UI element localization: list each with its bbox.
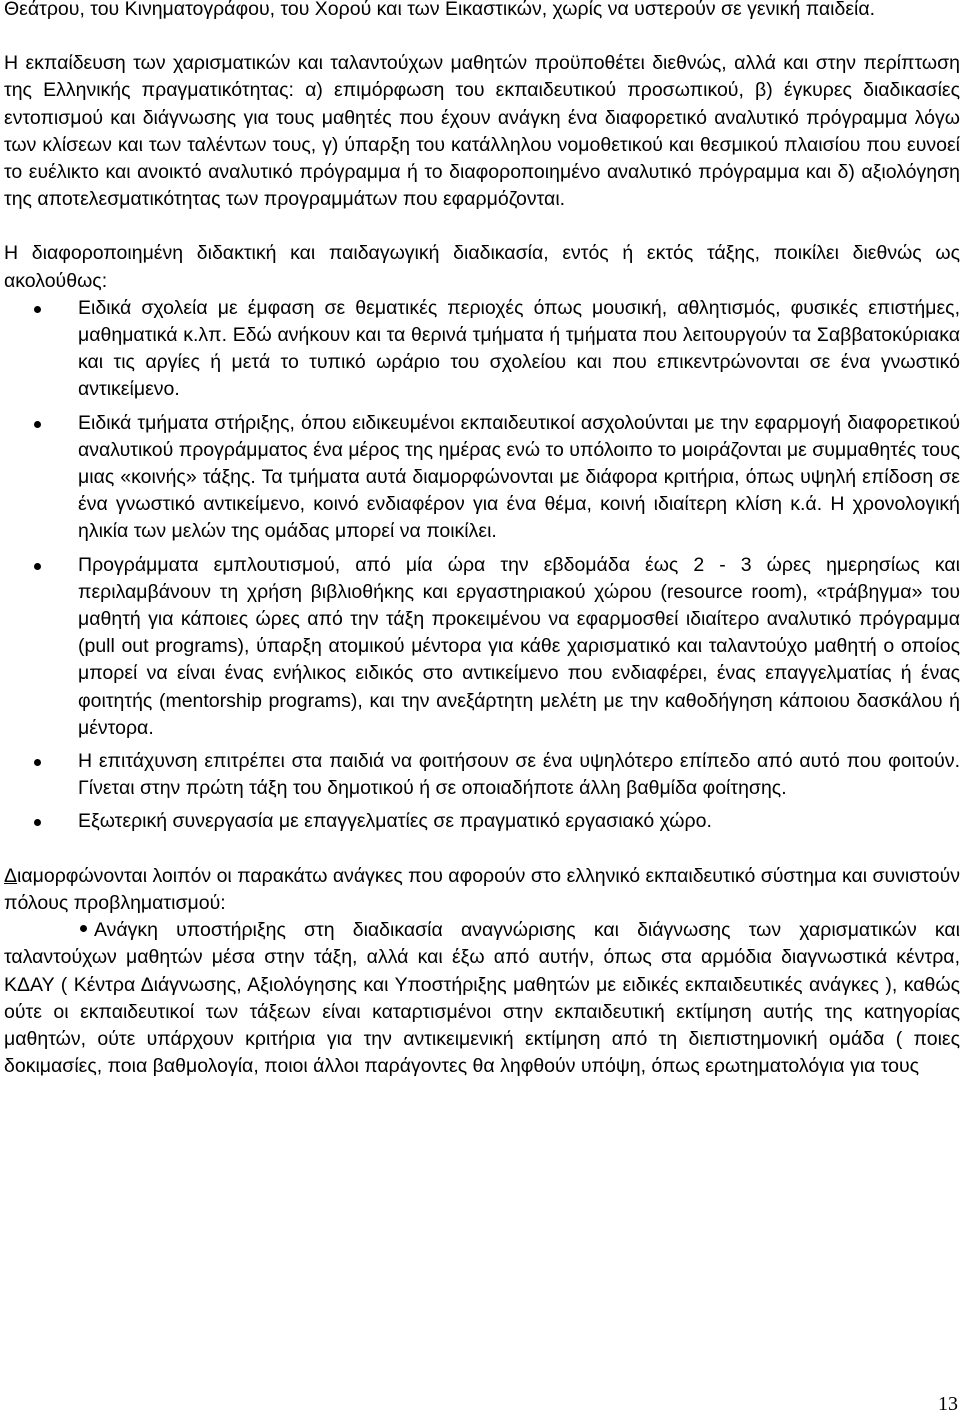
list-item	[4, 808, 960, 835]
bullet-list-needs	[4, 917, 960, 1080]
paragraph-education-requirements: Η εκπαίδευση των χαρισματικών και ταλαντούχων μαθητών προϋποθέτει διεθνώς, αλλά και στην περίπτωση της Ελληνικής πραγματικότητας: α) επιμόρφωση του εκπαιδευτικού προσωπικού, β) έγκυρες διαδικασίες εντοπισμού και διάγνωσης για τους μαθητές που έχουν ανάγκη ένα διαφορετικό αναλυτικό πρόγραμμα λόγω των κλίσεων και των ταλέντων τους, γ) ύπαρξη του κατάλληλου νομοθετικού και θεσμικού πλαισίου που ευνοεί το ευέλικτο και ανοικτό αναλυτικό πρόγραμμα ή το διαφοροποιημένο αναλυτικό πρόγραμμα και δ) αξιολόγηση της αποτελεσματικότητας των προγραμμάτων που εφαρμόζονται.	[4, 52, 960, 211]
list-item-text: Ειδικά σχολεία με έμφαση σε θεματικές περιοχές όπως μουσική, αθλητισμός, φυσικές επιστήμες, μαθηματικά κ.λπ. Εδώ ανήκουν και τα θερινά τμήματα ή τμήματα που λειτουργούν τα Σαββατοκύριακα και τις αργίες ή μετά το τυπικό ωράριο του σχολείου και που επικεντρώνονται σε ένα γνωστικό αντικείμενο.	[78, 296, 960, 401]
paragraph-greek-needs	[4, 863, 960, 917]
bullet-list-programs	[4, 295, 960, 836]
paragraph-text: ιαμορφώνονται λοιπόν οι παρακάτω ανάγκες που αφορούν στο ελληνικό εκπαιδευτικό σύστημα και συνιστούν πόλους προβληματισμού:	[4, 864, 960, 914]
bullet-icon	[34, 306, 41, 313]
bullet-icon	[34, 421, 41, 428]
bullet-icon	[34, 563, 41, 570]
list-item	[4, 295, 960, 404]
list-item-text: Ειδικά τμήματα στήριξης, όπου ειδικευμένοι εκπαιδευτικοί ασχολούνται με την εφαρμογή διαφορετικού αναλυτικού προγράμματος ένα μέρος της ημέρας ενώ το υπόλοιπο το μοιράζονται με συμμαθητές τους μιας «κοινής» τάξης. Τα τμήματα αυτά διαμορφώνονται με διάφορα κριτήρια, όπως υψηλή επίδοση σε ένα γνωστικό αντικείμενο, κοινό ενδιαφέρον για ένα θέμα, κοινή ιδιαίτερη κλίση κ.ά. Η χρονολογική ηλικία των μελών της ομάδας μπορεί να ποικίλει.	[78, 411, 960, 543]
list-item	[4, 748, 960, 802]
list-item	[4, 917, 960, 1080]
paragraph-gap	[4, 213, 960, 240]
list-item-text: Ανάγκη υποστήριξης στη διαδικασία αναγνώρισης και διάγνωσης των χαρισματικών και ταλαντούχων μαθητών μέσα στην τάξη, αλλά και έξω από αυτήν, όπως στα αρμόδια διαγνωστικά κέντρα, ΚΔΑΥ ( Κέντρα Διάγνωσης, Αξιολόγησης και Υποστήριξης μαθητών με ειδικές εκπαιδευτικές ανάγκες ), καθώς ούτε οι εκπαιδευτικοί των τάξεων είναι καταρτισμένοι στην εκπαιδευτική εκτίμηση αυτής της κατηγορίας μαθητών, ούτε υπάρχουν κριτήρια για την αντικειμενική εκτίμηση από τη διεπιστημονική ομάδα ( ποιες δοκιμασίες, ποια βαθμολογία, ποιοι άλλοι παράγοντες θα ληφθούν υπόψη, όπως ερωτηματολόγια για τους	[4, 919, 960, 1078]
paragraph-differentiated-process: Η διαφοροποιημένη διδακτική και παιδαγωγική διαδικασία, εντός ή εκτός τάξης, ποικίλει διεθνώς ως ακολούθως:	[4, 242, 960, 292]
page-number: 13	[938, 1393, 958, 1415]
bullet-icon	[34, 759, 41, 766]
paragraph-gap	[4, 23, 960, 50]
bullet-icon	[80, 925, 87, 932]
list-item-text: Προγράμματα εμπλουτισμού, από μία ώρα την εβδομάδα έως 2 - 3 ώρες ημερησίως και περιλαμβάνουν τη χρήση βιβλιοθήκης και εργαστηριακού χώρου (resource room), «τράβηγμα» του μαθητή για κάποιες ώρες από την τάξη προκειμένου να εφαρμοσθεί ιδιαίτερο αναλυτικό πρόγραμμα (pull out programs), ύπαρξη ατομικού μέντορα για κάθε χαρισματικό και ταλαντούχο μαθητή ο οποίος μπορεί να είναι ένας ενήλικος ειδικός στο αντικείμενο που ενδιαφέρει, ένας επαγγελματίας ή ένας φοιτητής (mentorship programs), και την ανεξάρτητη μελέτη με την καθοδήγηση κάποιου δασκάλου ή μέντορα.	[78, 553, 960, 739]
list-item	[4, 552, 960, 742]
paragraph-gap	[4, 842, 960, 863]
underlined-initial: Δ	[4, 864, 18, 887]
list-item	[4, 410, 960, 546]
document-page	[4, 0, 960, 1080]
bullet-icon	[34, 819, 41, 826]
paragraph-intro-continuation: Θεάτρου, του Κινηματογράφου, του Χορού και των Εικαστικών, χωρίς να υστερούν σε γενική παιδεία.	[4, 0, 876, 20]
list-item-text: Η επιτάχυνση επιτρέπει στα παιδιά να φοιτήσουν σε ένα υψηλότερο επίπεδο από αυτό που φοιτούν. Γίνεται στην πρώτη τάξη του δημοτικού ή σε οποιαδήποτε άλλη βαθμίδα φοίτησης.	[78, 750, 960, 800]
list-item-text: Εξωτερική συνεργασία με επαγγελματίες σε πραγματικό εργασιακό χώρο.	[78, 810, 712, 833]
